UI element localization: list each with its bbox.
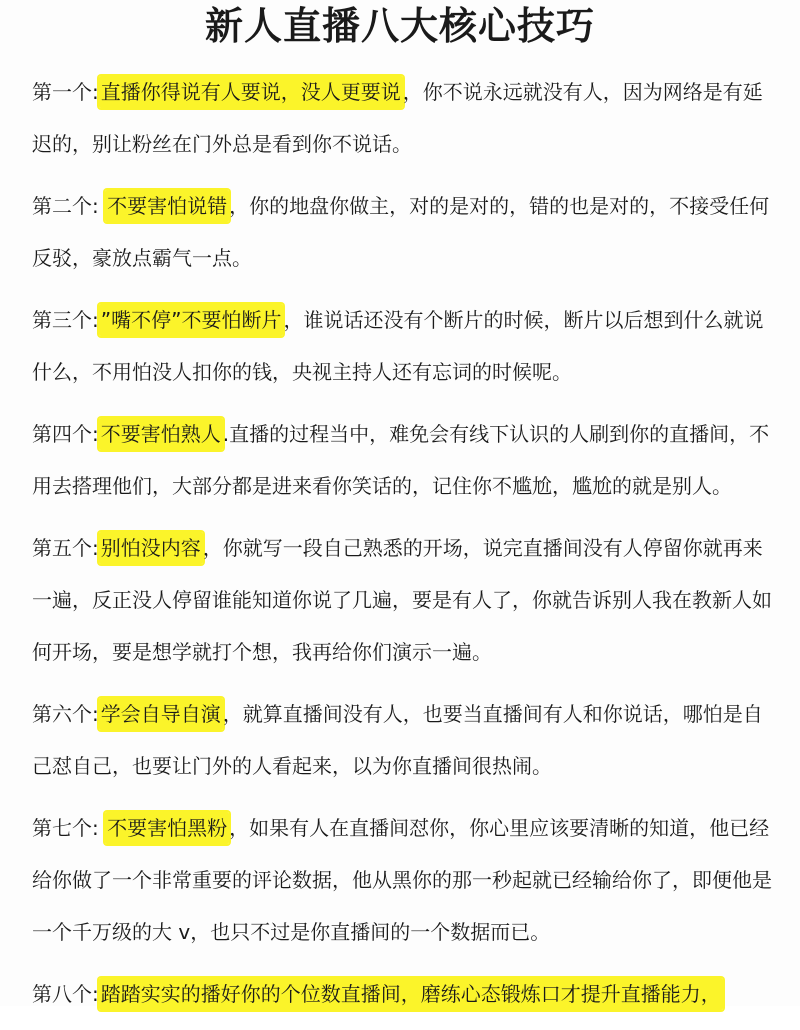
tip-highlight: 学会自导自演 [99,698,223,730]
tip-label: 第六个: [32,702,99,726]
tip-body: ，谁说话还没有个断片的时候，断片以后想到什么就说什么，不用怕没人扣你的钱，央视主持人还有忘词的时候呢。 [32,308,764,384]
tip-highlight: 别怕没内容 [99,532,203,564]
tip-label: 第四个: [32,422,99,446]
tip-label: 第三个: [32,308,99,332]
tip-item-2 [32,180,780,284]
tip-highlight: ”嘴不停”不要怕断片 [99,304,284,336]
tip-item-8 [32,968,780,1020]
tip-item-7 [32,802,780,958]
tip-body: ，你就写一段自己熟悉的开场，说完直播间没有人停留你就再来一遍，反正没人停留谁能知道你说了几遍，要是有人了，你就告诉别人我在教新人如何开场，要是想学就打个想，我再给你们演示一遍。 [32,536,772,664]
tip-highlight: 不要害怕黑粉 [105,812,229,844]
tip-item-3 [32,294,780,398]
tip-body: ，你的地盘你做主，对的是对的，错的也是对的，不接受任何反驳，豪放点霸气一点。 [32,194,770,270]
tips-list [32,66,780,1030]
tip-label: 第五个: [32,536,99,560]
tip-highlight: 不要害怕熟人 [99,418,223,450]
tip-body: .直播的过程当中，难免会有线下认识的人刷到你的直播间，不用去搭理他们，大部分都是进来看你笑话的，记住你不尴尬，尴尬的就是别人。 [32,422,770,498]
tip-highlight: 直播你得说有人要说，没人更要说 [99,76,403,108]
tip-item-1 [32,66,780,170]
tip-body: ，就算直播间没有人，也要当直播间有人和你说话，哪怕是自己怼自己，也要让门外的人看起来，以为你直播间很热闹。 [32,702,763,778]
page-title: 新人直播八大核心技巧 [204,4,595,48]
tip-item-4 [32,408,780,512]
tip-item-5 [32,522,780,678]
tip-label: 第八个: [32,982,99,1006]
tip-label: 第七个: [32,816,106,840]
tip-label: 第一个: [32,80,99,104]
tip-body: ，如果有人在直播间怼你，你心里应该要清晰的知道，他已经给你做了一个非常重要的评论数据，他从黑你的那一秒起就已经输给你了，即便他是一个千万级的大 v，也只不过是你直播间的一个数据而已。 [32,816,772,944]
tip-highlight: 不要害怕说错 [105,190,229,222]
tip-item-6 [32,688,780,792]
tip-body: ，你不说永远就没有人，因为网络是有延迟的，别让粉丝在门外总是看到你不说话。 [32,80,763,156]
tip-label: 第二个: [32,194,106,218]
tip-highlight: 踏踏实实的播好你的个位数直播间，磨练心态锻炼口才提升直播能力， [99,978,723,1010]
